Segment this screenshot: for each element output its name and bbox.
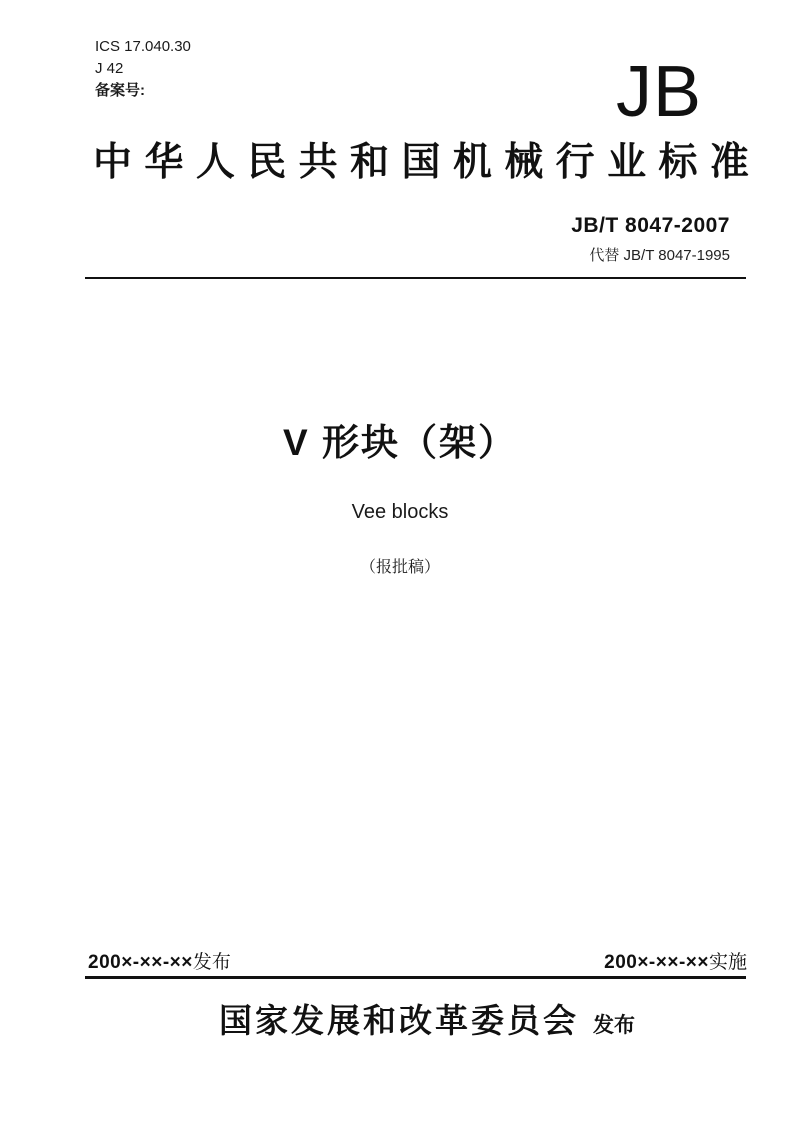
publisher-name: 国家发展和改革委员会 (219, 1004, 579, 1040)
issue-date: 200×-××-×× (88, 952, 193, 973)
ics-code: ICS 17.040.30 (95, 38, 191, 55)
ics-block (95, 36, 191, 102)
issue-date-line (88, 951, 231, 975)
publish-label: 发布 (593, 1014, 635, 1037)
footer-rule (85, 976, 746, 979)
dates-row (88, 951, 747, 975)
standard-category-title: 中 华 人 民 共 和 国 机 械 行 业 标 准 (93, 141, 749, 184)
record-number-label: 备案号: (95, 82, 145, 99)
implementation-suffix: 实施 (708, 952, 747, 973)
doc-class-code: J 42 (95, 60, 124, 77)
document-title-en: Vee blocks (351, 501, 449, 523)
issue-suffix: 发布 (192, 952, 231, 973)
standard-number-block (571, 212, 730, 266)
publisher-row (27, 1002, 800, 1042)
standard-number: JB/T 8047-2007 (571, 214, 730, 237)
header-rule (85, 277, 746, 279)
document-title-cn: V 形块（架） (283, 422, 517, 463)
draft-note: （报批稿） (359, 559, 440, 576)
replaces-note: 代替 JB/T 8047-1995 (589, 247, 730, 264)
jb-logo: JB (616, 52, 703, 132)
implementation-date: 200×-××-×× (604, 952, 709, 973)
implementation-date-line (604, 951, 747, 975)
